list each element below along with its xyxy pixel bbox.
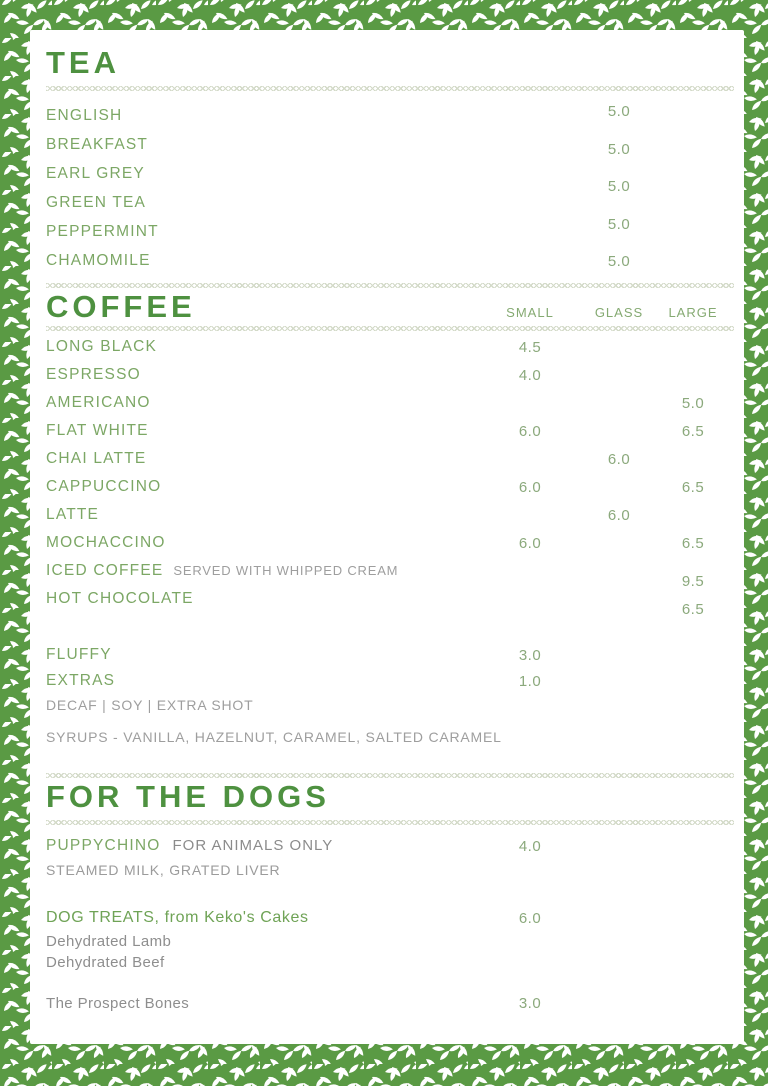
price-large: 6.5 bbox=[681, 422, 705, 440]
price-small: 6.0 bbox=[518, 534, 542, 552]
dogs-heading: FOR THE DOGS bbox=[46, 779, 330, 814]
menu-row bbox=[46, 501, 734, 529]
menu-row bbox=[46, 641, 734, 669]
menu-item: FLUFFY bbox=[46, 646, 112, 663]
price-large: 5.0 bbox=[681, 394, 705, 412]
tea-names bbox=[46, 101, 474, 275]
menu-item: ENGLISH bbox=[46, 107, 123, 124]
menu-item: FLAT WHITE bbox=[46, 422, 149, 439]
item-description: STEAMED MILK, GRATED LIVER bbox=[46, 862, 281, 878]
menu-item-with-note bbox=[46, 562, 474, 580]
menu-item: ICED COFFEE bbox=[46, 562, 164, 579]
coffee-heading: COFFEE bbox=[46, 289, 196, 324]
divider bbox=[46, 773, 734, 778]
coffee-section bbox=[46, 290, 734, 747]
price-large: 6.5 bbox=[681, 478, 705, 496]
tea-heading: TEA bbox=[46, 45, 120, 80]
menu-item: CAPPUCCINO bbox=[46, 478, 162, 495]
item-price: 5.0 bbox=[607, 215, 631, 233]
column-header-large: LARGE bbox=[668, 305, 718, 320]
coffee-list bbox=[46, 333, 734, 618]
menu-row bbox=[46, 529, 734, 557]
item-description: DECAF | SOY | EXTRA SHOT bbox=[46, 697, 254, 713]
menu-item: CHAI LATTE bbox=[46, 450, 147, 467]
price-small: 6.0 bbox=[518, 422, 542, 440]
menu-item: EARL GREY bbox=[46, 165, 145, 182]
menu-item: CHAMOMILE bbox=[46, 252, 151, 269]
menu-row bbox=[46, 473, 734, 501]
price-small: 6.0 bbox=[518, 478, 542, 496]
menu-item: HOT CHOCOLATE bbox=[46, 590, 194, 607]
menu-item: BREAKFAST bbox=[46, 136, 149, 153]
item-description: Dehydrated Lamb bbox=[46, 933, 172, 950]
price-large: 6.5 bbox=[681, 534, 705, 552]
divider bbox=[46, 326, 734, 331]
price-small: 1.0 bbox=[518, 672, 542, 690]
menu-item: MOCHACCINO bbox=[46, 534, 166, 551]
menu-item: EXTRAS bbox=[46, 672, 116, 689]
price-glass: 6.0 bbox=[607, 450, 631, 468]
menu-row bbox=[46, 991, 734, 1015]
menu-item: AMERICANO bbox=[46, 394, 151, 411]
menu-panel bbox=[30, 30, 744, 1044]
item-price: 6.0 bbox=[518, 909, 542, 927]
menu-row bbox=[46, 669, 734, 693]
dogs-section bbox=[46, 780, 734, 1015]
item-price: 5.0 bbox=[607, 103, 631, 120]
item-price: 4.0 bbox=[518, 837, 542, 855]
item-price: 3.0 bbox=[518, 994, 542, 1012]
menu-row bbox=[46, 417, 734, 445]
price-small: 3.0 bbox=[518, 646, 542, 664]
menu-row bbox=[46, 557, 734, 590]
item-price: 5.0 bbox=[607, 253, 631, 270]
price-small: 4.5 bbox=[518, 338, 542, 356]
divider bbox=[46, 283, 734, 288]
item-price: 5.0 bbox=[607, 178, 631, 195]
column-header-small: SMALL bbox=[506, 305, 554, 320]
menu-item: The Prospect Bones bbox=[46, 994, 190, 1012]
divider bbox=[46, 820, 734, 825]
price-large: 6.5 bbox=[681, 600, 705, 618]
tea-prices bbox=[474, 101, 734, 275]
menu-item: DOG TREATS, from Keko's Cakes bbox=[46, 909, 309, 926]
menu-item: GREEN TEA bbox=[46, 194, 147, 211]
price-small: 4.0 bbox=[518, 366, 542, 384]
menu-row bbox=[46, 905, 734, 931]
item-description: Dehydrated Beef bbox=[46, 954, 165, 971]
price-glass: 6.0 bbox=[607, 506, 631, 524]
item-note: FOR ANIMALS ONLY bbox=[172, 837, 334, 854]
tea-list bbox=[46, 101, 734, 275]
menu-item: ESPRESSO bbox=[46, 366, 141, 383]
coffee-header-row bbox=[46, 290, 734, 324]
item-note: SERVED WITH WHIPPED CREAM bbox=[173, 563, 399, 578]
menu-item: LONG BLACK bbox=[46, 338, 158, 355]
menu-row bbox=[46, 585, 734, 618]
syrups-line: SYRUPS - VANILLA, HAZELNUT, CARAMEL, SALTED CARAMEL bbox=[46, 729, 502, 745]
price-large: 9.5 bbox=[681, 572, 705, 590]
menu-row bbox=[46, 389, 734, 417]
tea-section bbox=[46, 46, 734, 275]
menu-item: PUPPYCHINO bbox=[46, 837, 161, 854]
menu-row bbox=[46, 833, 734, 859]
menu-item: PEPPERMINT bbox=[46, 223, 159, 240]
menu-row bbox=[46, 445, 734, 473]
column-header-glass: GLASS bbox=[594, 305, 644, 320]
menu-item-with-note bbox=[46, 837, 474, 855]
divider bbox=[46, 86, 734, 91]
item-price: 5.0 bbox=[607, 140, 631, 158]
menu-row bbox=[46, 333, 734, 361]
menu-item: LATTE bbox=[46, 506, 100, 523]
menu-row bbox=[46, 361, 734, 389]
